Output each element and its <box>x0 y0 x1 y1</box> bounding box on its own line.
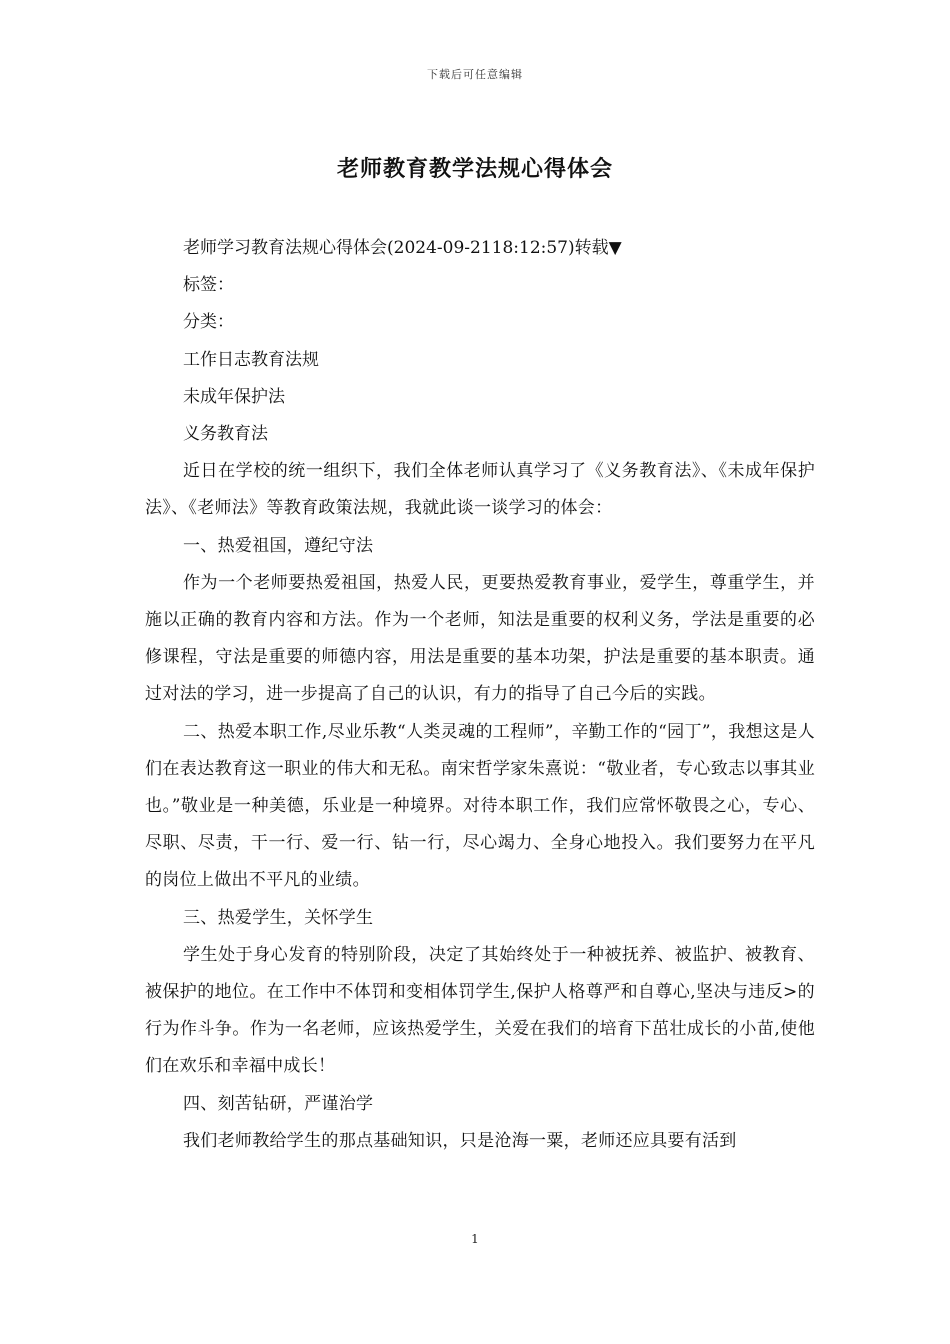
tag-line: 未成年保护法 <box>183 386 285 407</box>
body-paragraph: 二、热爱本职工作,尽业乐教“人类灵魂的工程师”，辛勤工作的“园丁”，我想这是人们在表达教育这一职业的伟大和无私。南宋哲学家朱熹说：“敬业者，专心致志以事其业也。”敬业是一种美德，乐业是一种境界。对待本职工作，我们应常怀敬畏之心，专心、尽职、尽责，干一行、爱一行、钻一行，尽心竭力、全身心地投入。我们要努力在平凡的岗位上做出不平凡的业绩。 <box>145 721 815 891</box>
body-paragraph: 近日在学校的统一组织下，我们全体老师认真学习了《义务教育法》、《未成年保护法》、《老师法》等教育政策法规，我就此谈一谈学习的体会： <box>145 461 815 519</box>
page-number: 1 <box>471 1232 479 1246</box>
tag-line: 工作日志教育法规 <box>183 349 319 370</box>
tags-label: 标签： <box>183 275 234 296</box>
body-paragraph: 学生处于身心发育的特别阶段，决定了其始终处于一种被抚养、被监护、被教育、被保护的地位。在工作中不体罚和变相体罚学生,保护人格尊严和自尊心,坚决与违反>的行为作斗争。作为一名老师，应该热爱学生，关爱在我们的培育下茁壮成长的小苗,使他们在欢乐和幸福中成长！ <box>145 944 815 1077</box>
header-note: 下载后可任意编辑 <box>427 68 523 81</box>
document-title: 老师教育教学法规心得体会 <box>336 156 613 182</box>
section-heading: 四、刻苦钻研，严谨治学 <box>183 1093 374 1114</box>
section-heading: 三、热爱学生，关怀学生 <box>183 907 374 928</box>
meta-line: 老师学习教育法规心得体会(2024-09-2118:12:57)转载▼ <box>183 238 622 258</box>
tag-line: 义务教育法 <box>183 423 268 444</box>
section-heading: 一、热爱祖国，遵纪守法 <box>183 535 374 556</box>
body-paragraph: 我们老师教给学生的那点基础知识，只是沧海一粟，老师还应具要有活到 <box>183 1130 737 1151</box>
body-paragraph: 作为一个老师要热爱祖国，热爱人民，更要热爱教育事业，爱学生，尊重学生，并施以正确的教育内容和方法。作为一个老师，知法是重要的权利义务，学法是重要的必修课程，守法是重要的师德内容，用法是重要的基本功架，护法是重要的基本职责。通过对法的学习，进一步提高了自己的认识，有力的指导了自己今后的实践。 <box>145 572 815 705</box>
category-label: 分类： <box>183 312 234 333</box>
document-body <box>145 230 815 1160</box>
